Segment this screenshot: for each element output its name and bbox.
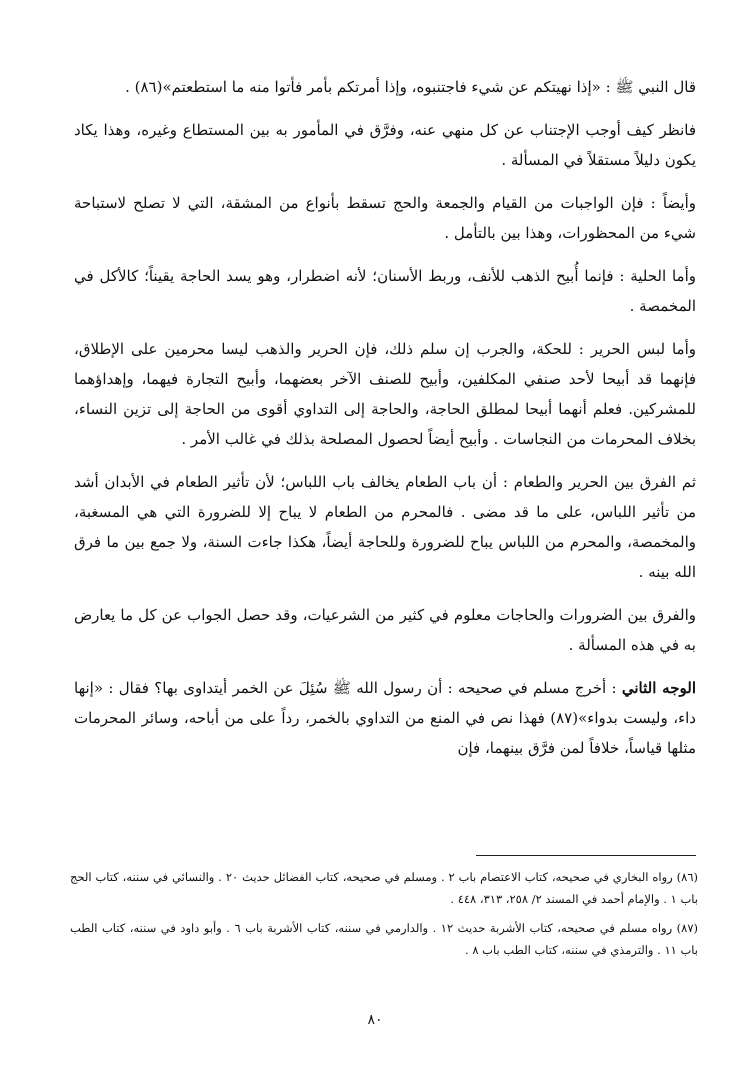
second-aspect-text: : أخرج مسلم في صحيحه : أن رسول الله ﷺ سُئِلَ عن الخمر أيتداوى بها؟ فقال : «إنها داء، وليست بدواء»(٨٧) فهذا نص في المنع من التداوي بالخمر، رداً على من أباحه، وسائر المحرمات مثلها قياساً، خلافاً لمن فرَّق بينهما، فإن <box>74 679 696 757</box>
section-heading: الوجه الثاني <box>621 679 696 697</box>
footnote-divider <box>476 855 696 856</box>
main-text <box>74 72 696 776</box>
paragraph-silk: وأما لبس الحرير : للحكة، والجرب إن سلم ذلك، فإن الحرير والذهب ليسا محرمين على الإطلاق، فإنهما قد أبيحا لأحد صنفي المكلفين، وأبيح للصنف الآخر بعضهما، وأبيح التجارة فيهما، وإهداؤهما للمشركين. فعلم أنهما أبيحا لمطلق الحاجة، والحاجة إلى التداوي أقوى من الحاجة إلى تزين النساء، بخلاف المحرمات من النجاسات . وأبيح أيضاً لحصول المصلحة بذلك في غالب الأمر . <box>74 340 696 448</box>
paragraph-hadith-quote: قال النبي ﷺ : «إذا نهيتكم عن شيء فاجتنبوه، وإذا أمرتكم بأمر فأتوا منه ما استطعتم»(٨٦) . <box>125 78 696 96</box>
paragraph-adornment: وأما الحلية : فإنما أُبيح الذهب للأنف، وربط الأسنان؛ لأنه اضطرار، وهو يسد الحاجة يقيناً؛ كالأكل في المخمصة . <box>74 267 696 315</box>
footnotes <box>70 866 698 968</box>
footnote-86: (٨٦) رواه البخاري في صحيحه، كتاب الاعتصام باب ٢ . ومسلم في صحيحه، كتاب الفضائل حديث ٢٠ . والنسائي في سننه، كتاب الحج باب ١ . والإمام أحمد في المسند ٢/ ٢٥٨، ٣١٣، ٤٤٨ . <box>70 870 698 906</box>
page-number: ٨٠ <box>367 1012 383 1028</box>
footnote-87: (٨٧) رواه مسلم في صحيحه، كتاب الأشربة حديث ١٢ . والدارمي في سننه، كتاب الأشربة باب ٦ . وأبو داود في سننه، كتاب الطب باب ١١ . والترمذي في سننه، كتاب الطب باب ٨ . <box>70 921 698 957</box>
paragraph-necessities: والفرق بين الضرورات والحاجات معلوم في كثير من الشرعيات، وقد حصل الجواب عن كل ما يعارض به في هذه المسألة . <box>74 606 696 654</box>
paragraph-second-aspect <box>74 673 696 763</box>
paragraph-avoidance: فانظر كيف أوجب الإجتناب عن كل منهي عنه، وفرَّق في المأمور به بين المستطاع وغيره، وهذا يكاد يكون دليلاً مستقلاً في المسألة . <box>74 121 696 169</box>
paragraph-obligations: وأيضاً : فإن الواجبات من القيام والجمعة والحج تسقط بأنواع من المشقة، التي لا تصلح لاستباحة شيء من المحظورات، وهذا بين بالتأمل . <box>74 194 696 242</box>
paragraph-silk-vs-food: ثم الفرق بين الحرير والطعام : أن باب الطعام يخالف باب اللباس؛ لأن تأثير الطعام في الأبدان أشد من تأثير اللباس، على ما قد مضى . فالمحرم من الطعام لا يباح إلا للضرورة التي هي المسغبة، والمخمصة، والمحرم من اللباس يباح للضرورة وللحاجة أيضاً، هكذا جاءت السنة، ولا جمع بين ما فرق الله بينه . <box>74 473 696 581</box>
